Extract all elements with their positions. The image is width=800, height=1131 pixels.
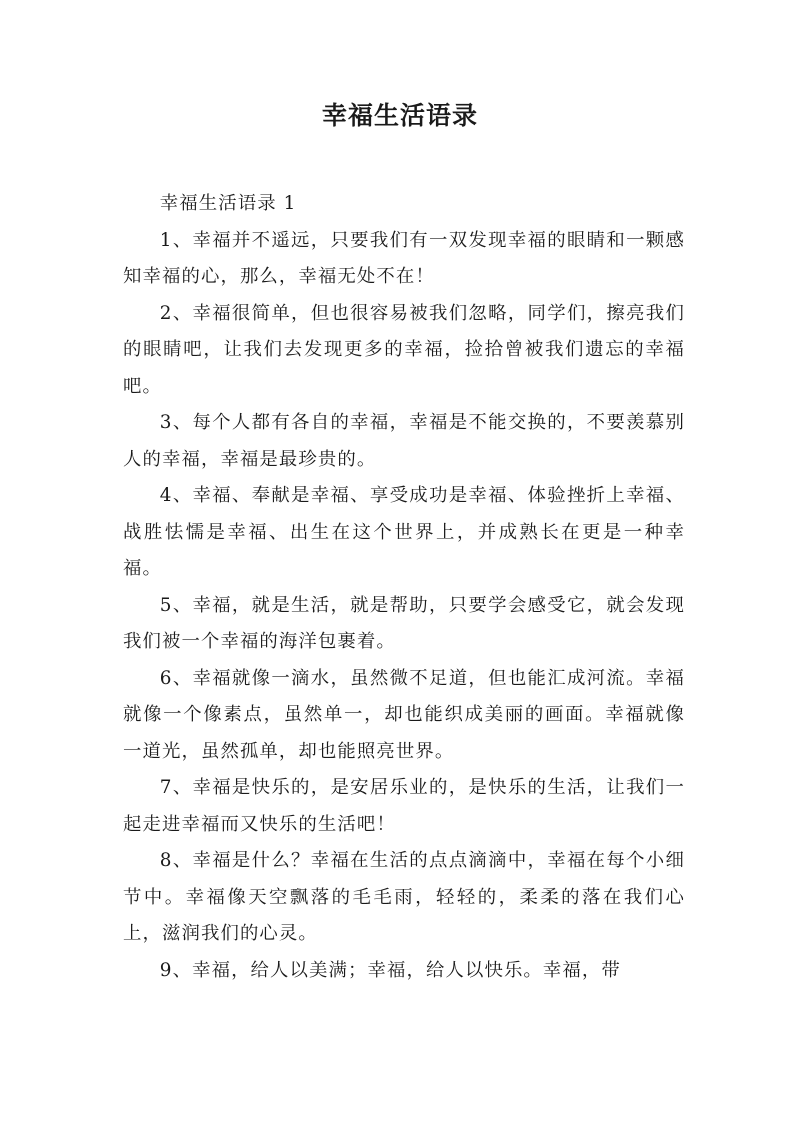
paragraph-2: 2、幸福很简单，但也很容易被我们忽略，同学们，擦亮我们的眼睛吧，让我们去发现更多的幸福，捡拾曾被我们遗忘的幸福吧。 — [123, 302, 685, 397]
paragraph-6: 6、幸福就像一滴水，虽然微不足道，但也能汇成河流。幸福就像一个像素点，虽然单一，却也能织成美丽的画面。幸福就像一道光，虽然孤单，却也能照亮世界。 — [123, 667, 685, 762]
paragraph-7: 7、幸福是快乐的，是安居乐业的，是快乐的生活，让我们一起走进幸福而又快乐的生活吧！ — [123, 777, 685, 835]
paragraph-4: 4、幸福、奉献是幸福、享受成功是幸福、体验挫折上幸福、战胜怯懦是幸福、出生在这个世界上，并成熟长在更是一种幸福。 — [123, 485, 685, 579]
paragraph-3: 3、每个人都有各自的幸福，幸福是不能交换的，不要羡慕别人的幸福，幸福是最珍贵的。 — [123, 412, 685, 470]
paragraph-5: 5、幸福，就是生活，就是帮助，只要学会感受它，就会发现我们被一个幸福的海洋包裹着。 — [123, 594, 685, 652]
section-heading: 幸福生活语录 1 — [159, 193, 297, 214]
document-title: 幸福生活语录 — [321, 101, 478, 130]
paragraph-9: 9、幸福，给人以美满；幸福，给人以快乐。幸福，带 — [159, 959, 621, 981]
document-body — [123, 186, 685, 989]
paragraph-1: 1、幸福并不遥远，只要我们有一双发现幸福的眼睛和一颗感知幸福的心，那么，幸福无处不在！ — [123, 229, 685, 287]
paragraph-8: 8、幸福是什么？幸福在生活的点点滴滴中，幸福在每个小细节中。幸福像天空飘落的毛毛雨，轻轻的，柔柔的落在我们心上，滋润我们的心灵。 — [123, 850, 685, 944]
